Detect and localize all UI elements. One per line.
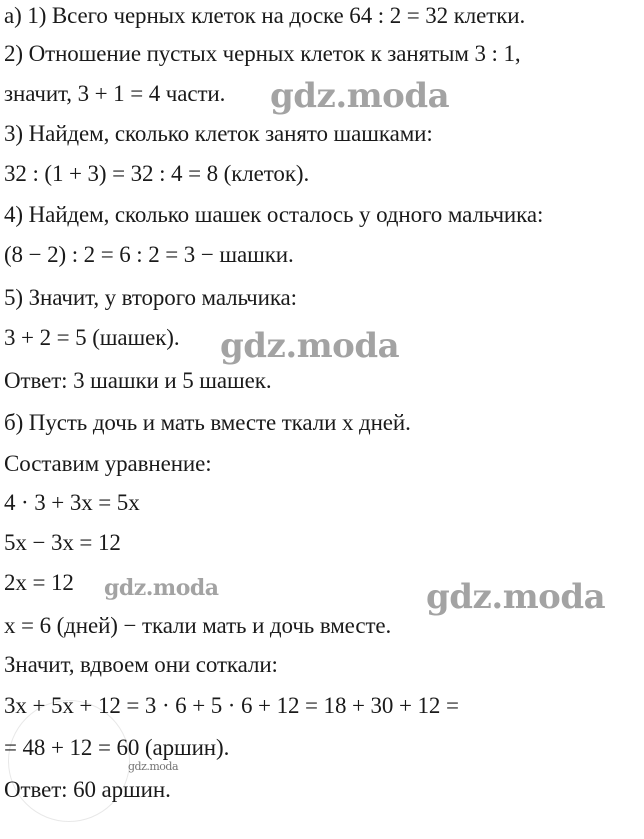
solution-line: x = 6 (дней) − ткали мать и дочь вместе.: [4, 613, 392, 638]
solution-line: 3 + 2 = 5 (шашек).: [4, 325, 180, 350]
solution-line: 3) Найдем, сколько клеток занято шашками:: [4, 121, 433, 146]
solution-line: 2) Отношение пустых черных клеток к занятым 3 : 1,: [4, 41, 521, 66]
equation-line: 2x = 12: [4, 570, 74, 595]
solution-line: 5) Значит, у второго мальчика:: [4, 285, 297, 310]
solution-line: 4) Найдем, сколько шашек осталось у одного мальчика:: [4, 202, 544, 227]
solution-line: 32 : (1 + 3) = 32 : 4 = 8 (клеток).: [4, 161, 310, 186]
solution-line: б) Пусть дочь и мать вместе ткали x дней.: [4, 410, 411, 435]
equation-line: 4 · 3 + 3x = 5x: [4, 490, 140, 515]
watermark: gdz.moda: [270, 76, 450, 116]
watermark: gdz.moda: [426, 577, 606, 617]
watermark: gdz.moda: [104, 575, 219, 601]
solution-line: значит, 3 + 1 = 4 части.: [4, 81, 226, 106]
solution-line: Составим уравнение:: [4, 451, 212, 476]
answer-line: Ответ: 60 аршин.: [4, 777, 171, 802]
solution-line: а) 1) Всего черных клеток на доске 64 : 2 = 32 клетки.: [4, 3, 526, 28]
watermark: gdz.moda: [220, 326, 400, 366]
solution-line: Значит, вдвоем они соткали:: [4, 652, 278, 677]
watermark: gdz.moda: [128, 760, 179, 773]
solution-line: (8 − 2) : 2 = 6 : 2 = 3 − шашки.: [4, 242, 294, 267]
equation-line: = 48 + 12 = 60 (аршин).: [4, 735, 230, 760]
equation-line: 3x + 5x + 12 = 3 · 6 + 5 · 6 + 12 = 18 + 30 + 12 =: [4, 693, 459, 718]
equation-line: 5x − 3x = 12: [4, 530, 121, 555]
answer-line: Ответ: 3 шашки и 5 шашек.: [4, 368, 272, 393]
